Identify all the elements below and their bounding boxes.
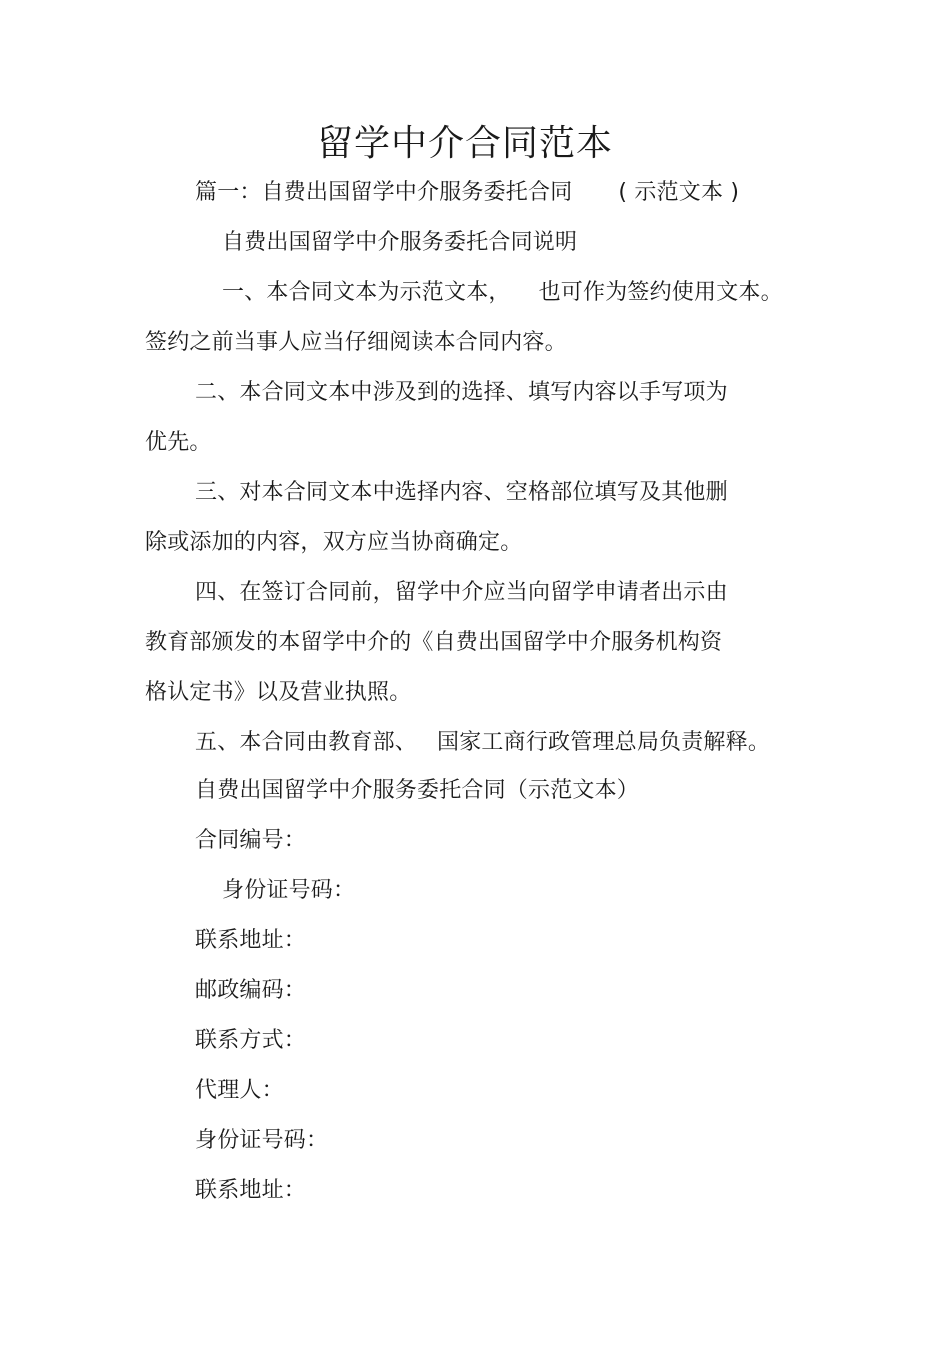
item-line-6: 除或添加的内容，双方应当协商确定。	[145, 530, 523, 555]
field-postcode: 邮政编码：	[195, 978, 307, 1003]
explain-heading: 自费出国留学中介服务委托合同说明	[222, 230, 578, 255]
subtitle-note: ( 示范文本 )	[618, 180, 740, 205]
document-title: 留学中介合同范本	[316, 123, 613, 164]
item-1-part-a: 一、本合同文本为示范文本，	[222, 280, 511, 305]
field-contact: 联系方式：	[195, 1028, 307, 1053]
item-line-4: 优先。	[145, 430, 212, 455]
item-line-1	[222, 278, 783, 308]
subtitle-main: 篇一：自费出国留学中介服务委托合同	[195, 180, 573, 205]
item-line-9: 格认定书》以及营业执照。	[145, 680, 412, 705]
item-10-part-a: 五、本合同由教育部、	[195, 730, 418, 755]
field-agent: 代理人：	[195, 1078, 284, 1103]
item-line-2: 签约之前当事人应当仔细阅读本合同内容。	[145, 330, 567, 355]
field-contract-number: 合同编号：	[195, 828, 307, 853]
field-agent-address: 联系地址：	[195, 1178, 307, 1203]
item-10-part-b: 国家工商行政管理总局负责解释。	[437, 730, 771, 755]
field-address: 联系地址：	[195, 928, 307, 953]
item-line-5: 三、对本合同文本中选择内容、空格部位填写及其他删	[195, 480, 728, 505]
field-id-number: 身份证号码：	[222, 878, 356, 903]
item-line-3: 二、本合同文本中涉及到的选择、填写内容以手写项为	[195, 380, 728, 405]
contract-heading: 自费出国留学中介服务委托合同（示范文本）	[195, 778, 640, 803]
item-line-8: 教育部颁发的本留学中介的《自费出国留学中介服务机构资	[145, 630, 723, 655]
item-line-10	[195, 728, 770, 758]
item-line-7: 四、在签订合同前，留学中介应当向留学申请者出示由	[195, 580, 728, 605]
item-1-part-b: 也可作为签约使用文本。	[538, 280, 783, 305]
subtitle-line	[195, 178, 739, 208]
field-agent-id-number: 身份证号码：	[195, 1128, 329, 1153]
